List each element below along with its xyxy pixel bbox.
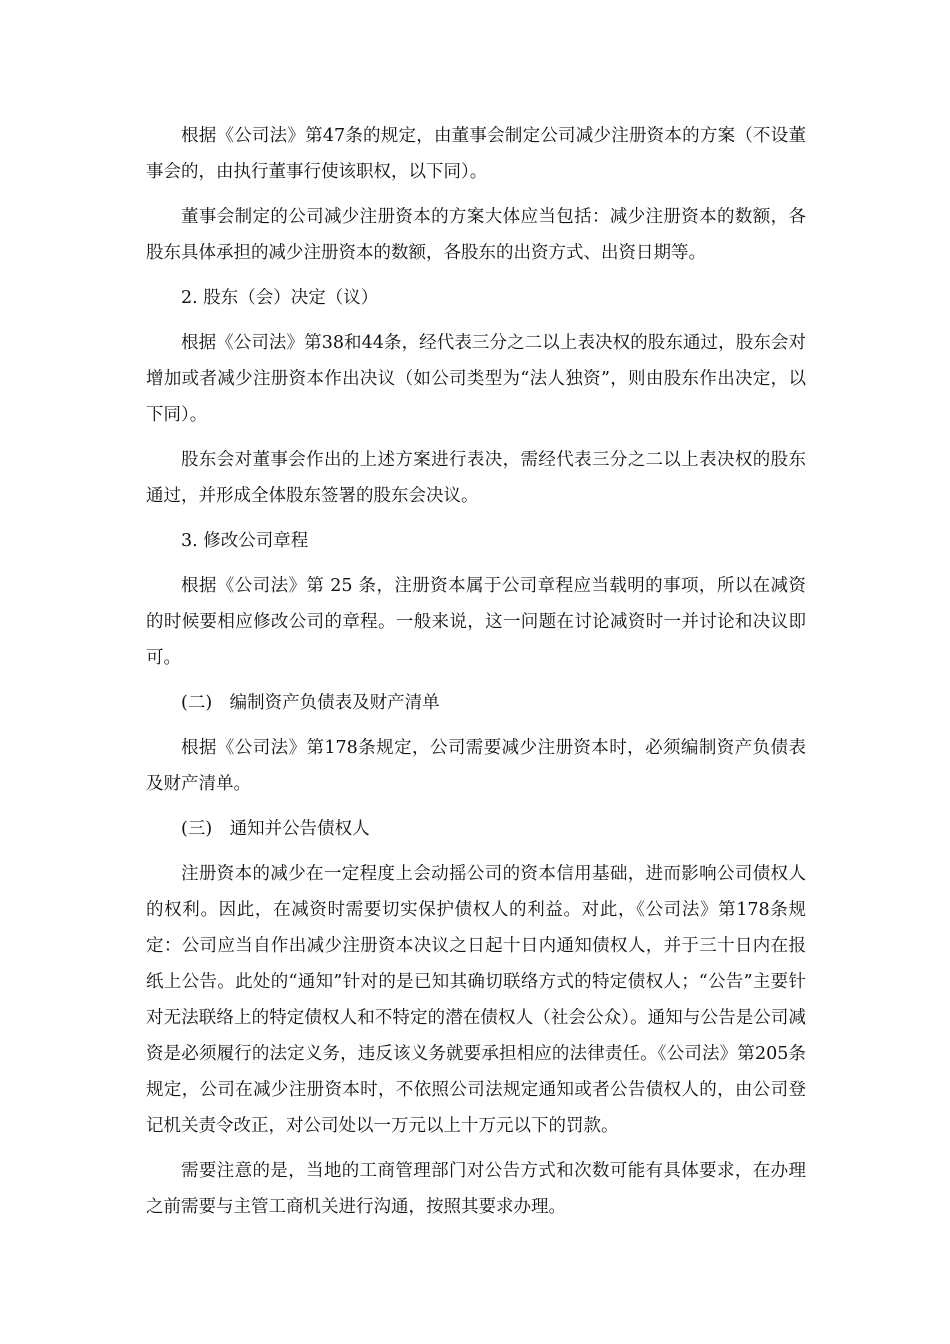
paragraph-amend-articles: 根据《公司法》第 25 条，注册资本属于公司章程应当载明的事项，所以在减资的时候要相应修改公司的章程。一般来说，这一问题在讨论减资时一并讨论和决议即可。 (146, 576, 806, 668)
paragraph-notify-creditors: 注册资本的减少在一定程度上会动摇公司的资本信用基础，进而影响公司债权人的权利。因此，在减资时需要切实保护债权人的利益。对此，《公司法》第178条规定：公司应当自作出减少注册资本决议之日起十日内通知债权人，并于三十日内在报纸上公告。此处的“通知”针对的是已知其确切联络方式的特定债权人；“公告”主要针对无法联络上的特定债权人和不特定的潜在债权人（社会公众）。通知与公告是公司减资是必须履行的法定义务，违反该义务就要承担相应的法律责任。《公司法》第205条规定，公司在减少注册资本时，不依照公司法规定通知或者公告债权人的，由公司登记机关责令改正，对公司处以一万元以上十万元以下的罚款。 (146, 864, 806, 1136)
paragraph-shareholder-vote: 根据《公司法》第38和44条，经代表三分之二以上表决权的股东通过，股东会对增加或者减少注册资本作出决议（如公司类型为“法人独资”，则由股东作出决定，以下同）。 (146, 333, 806, 425)
paragraph-shareholder-meeting: 股东会对董事会作出的上述方案进行表决，需经代表三分之二以上表决权的股东通过，并形成全体股东签署的股东会决议。 (146, 450, 806, 506)
paragraph-plan-contents: 董事会制定的公司减少注册资本的方案大体应当包括：减少注册资本的数额，各股东具体承担的减少注册资本的数额，各股东的出资方式、出资日期等。 (146, 207, 806, 263)
paragraph-board-plan: 根据《公司法》第47条的规定，由董事会制定公司减少注册资本的方案（不设董事会的，由执行董事行使该职权，以下同）。 (146, 126, 806, 182)
paragraph-balance-sheet: 根据《公司法》第178条规定，公司需要减少注册资本时，必须编制资产负债表及财产清单。 (146, 738, 806, 794)
heading-notify-creditors: (三) 通知并公告债权人 (181, 819, 370, 839)
heading-shareholder-resolution: 2. 股东（会）决定（议） (181, 288, 379, 308)
heading-amend-articles: 3. 修改公司章程 (181, 531, 309, 551)
heading-balance-sheet: (二) 编制资产负债表及财产清单 (181, 693, 440, 713)
document-body (146, 118, 806, 1234)
paragraph-local-requirements: 需要注意的是，当地的工商管理部门对公告方式和次数可能有具体要求，在办理之前需要与主管工商机关进行沟通，按照其要求办理。 (146, 1161, 806, 1217)
